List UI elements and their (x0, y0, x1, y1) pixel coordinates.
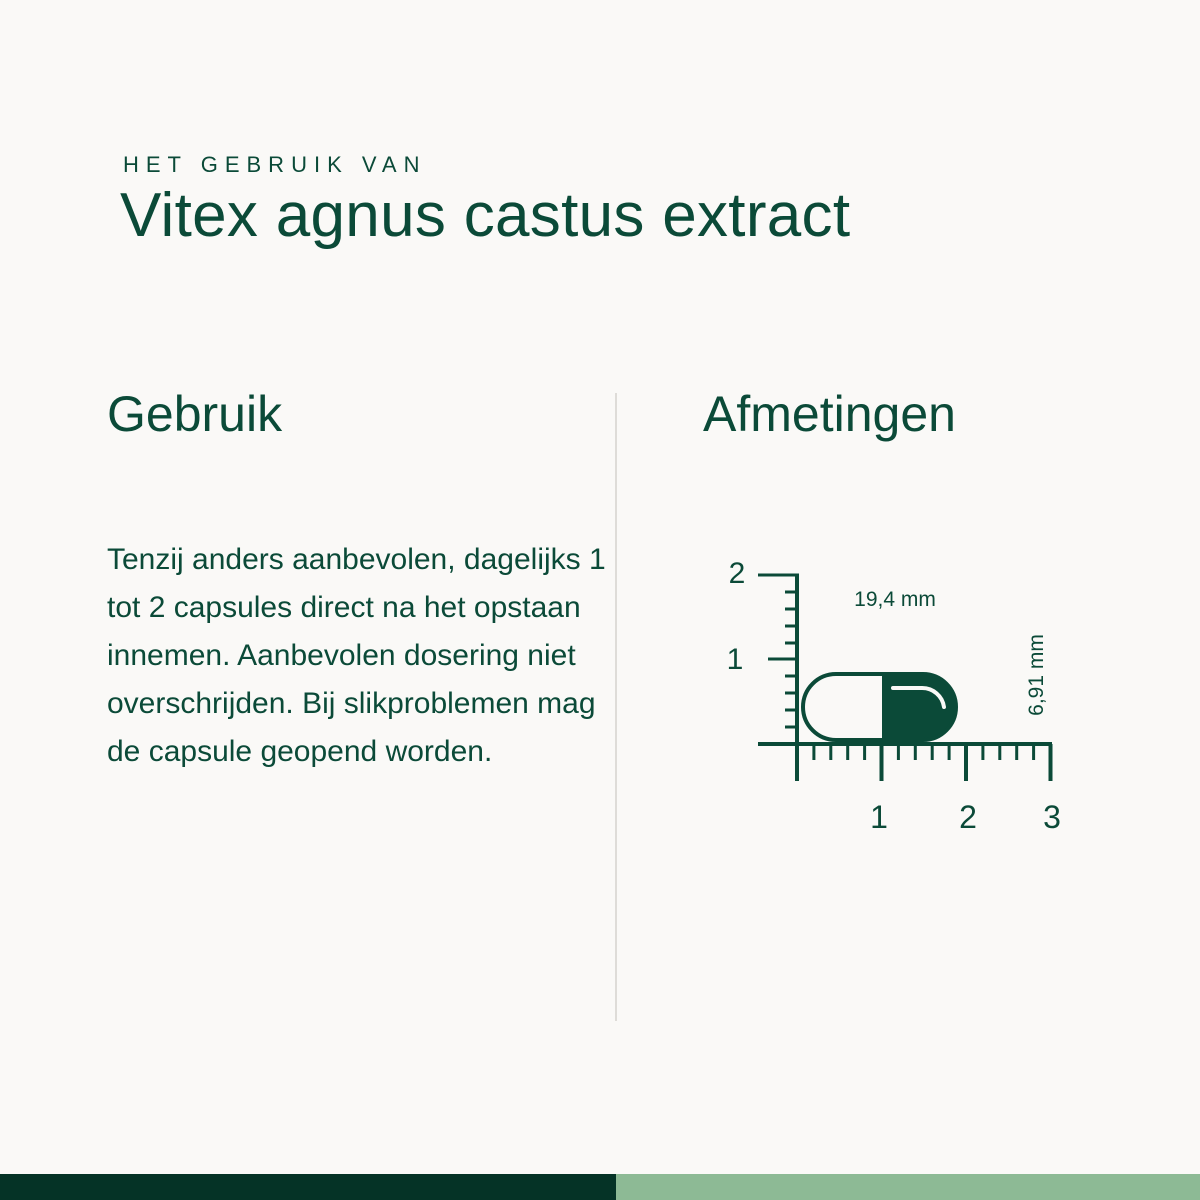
dimensions-heading: Afmetingen (703, 386, 956, 442)
page-title: Vitex agnus castus extract (120, 181, 851, 250)
y-tick-label-1: 1 (726, 643, 744, 676)
eyebrow-label: HET GEBRUIK VAN (123, 152, 427, 177)
x-tick-label-1: 1 (870, 799, 888, 835)
capsule-left-half (803, 674, 882, 740)
x-tick-label-3: 3 (1043, 799, 1061, 835)
diameter-label: 6,91 mm (1025, 634, 1048, 716)
capsule-icon (803, 674, 956, 740)
x-tick-label-2: 2 (959, 799, 977, 835)
usage-heading: Gebruik (107, 386, 283, 442)
dimensions-diagram (700, 545, 1100, 855)
footer-bar-light (616, 1174, 1200, 1200)
column-divider (615, 393, 617, 1021)
usage-instructions: Tenzij anders aanbevolen, dagelijks 1 tot 2 capsules direct na het opstaan innemen. Aanbevolen dosering niet overschrijden. Bij slikproblemen mag de capsule geopend worden. (107, 543, 606, 768)
length-label: 19,4 mm (854, 588, 936, 611)
ruler-horizontal-ticks (797, 744, 1051, 781)
y-tick-label-2: 2 (728, 557, 746, 590)
footer-bar-dark (0, 1174, 616, 1200)
